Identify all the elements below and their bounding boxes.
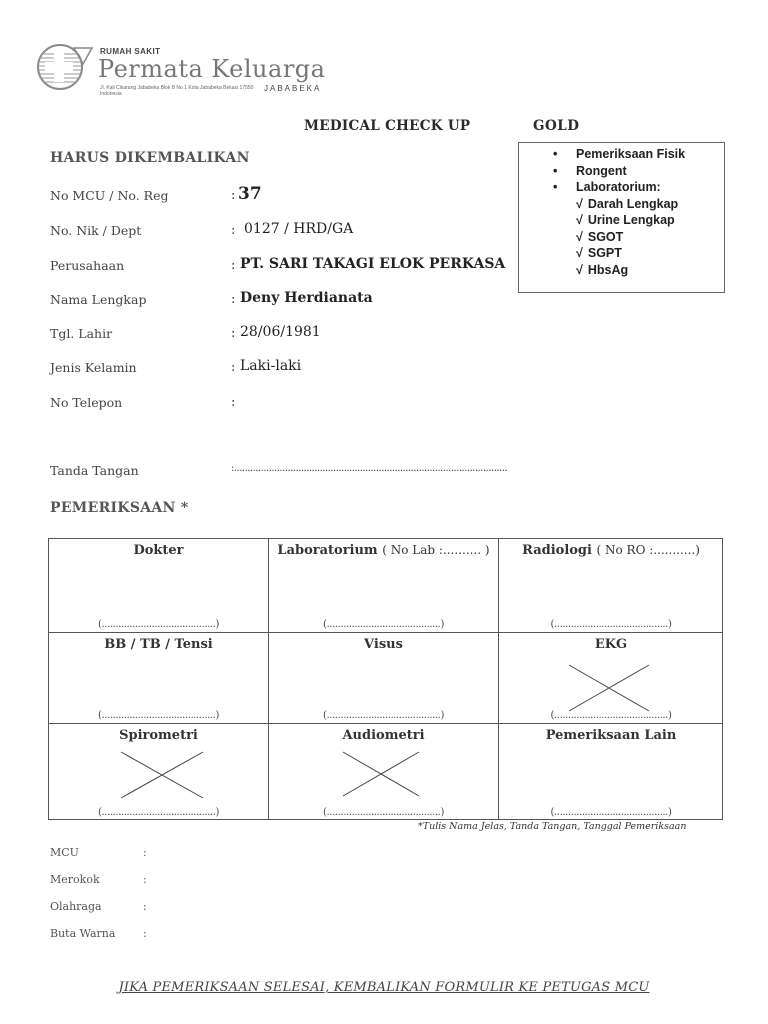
- signature-dots: (.........................................): [98, 710, 219, 721]
- exam-cell-title: EKG: [594, 637, 628, 652]
- signature-dots: (.........................................): [323, 710, 444, 721]
- form-title: MEDICAL CHECK UP: [304, 118, 471, 134]
- exam-cell-visus: [269, 633, 498, 723]
- field-colon: :: [231, 326, 236, 341]
- hospital-name: Permata Keluarga: [98, 55, 326, 83]
- field-colon: :: [143, 927, 147, 940]
- hospital-logo-icon: [36, 42, 94, 92]
- exam-cell-laboratory: [269, 539, 498, 632]
- signature-dots: (.........................................): [323, 619, 444, 630]
- signature-dots: (.........................................): [98, 619, 219, 630]
- check-icon: √: [576, 246, 583, 260]
- field-colon: :: [231, 223, 236, 238]
- mcu-number-value: 37: [238, 184, 262, 204]
- exam-cell-other: [499, 724, 723, 820]
- cross-out-mark-icon: [567, 663, 651, 713]
- lab-item: √ HbsAg: [576, 262, 629, 277]
- field-colon: :: [231, 188, 236, 203]
- field-colon: :: [231, 360, 236, 375]
- exercise-label: Olahraga: [50, 900, 102, 913]
- package-contents-box: [518, 142, 725, 293]
- field-colon: :: [231, 258, 236, 273]
- exam-cell-title: BB / TB / Tensi: [104, 637, 213, 652]
- lab-item: √ Darah Lengkap: [576, 196, 679, 211]
- field-colon: :: [231, 395, 236, 410]
- nik-dept-label: No. Nik / Dept: [50, 223, 142, 238]
- gender-value: Laki-laki: [240, 358, 302, 374]
- exam-cell-spirometry: [49, 724, 268, 820]
- exam-cell-title: Pemeriksaan Lain: [545, 728, 677, 743]
- cross-out-mark-icon: [119, 750, 205, 800]
- bullet-icon: •: [553, 180, 558, 194]
- mcu-result-label: MCU: [50, 846, 79, 859]
- field-colon: :: [143, 873, 147, 886]
- color-blind-label: Buta Warna: [50, 927, 116, 940]
- exam-cell-bb-tb-tensi: [49, 633, 268, 723]
- field-colon: :: [231, 292, 236, 307]
- bullet-icon: •: [553, 163, 558, 178]
- signature-dots: (.........................................): [550, 619, 672, 630]
- signature-line: :......................................................................................................: [231, 463, 508, 474]
- mcu-number-label: No MCU / No. Reg: [50, 188, 169, 203]
- package-list: [519, 146, 685, 278]
- hospital-branch: JABABEKA: [264, 84, 322, 93]
- package-item: • Laboratorium:: [553, 180, 661, 194]
- birth-date-value: 28/06/1981: [240, 324, 321, 340]
- cross-out-mark-icon: [341, 750, 421, 798]
- phone-label: No Telepon: [50, 395, 123, 410]
- exam-cell-audiometry: [269, 724, 498, 820]
- exam-cell-title: Spirometri: [119, 728, 198, 743]
- package-item: • Pemeriksaan Fisik: [553, 147, 686, 161]
- birth-date-label: Tgl. Lahir: [50, 326, 113, 341]
- signature-dots: (.........................................): [550, 807, 672, 818]
- footnote: *Tulis Nama Jelas, Tanda Tangan, Tanggal Pemeriksaan: [418, 821, 687, 832]
- lab-item: √ SGPT: [576, 246, 622, 260]
- bullet-icon: •: [553, 147, 558, 161]
- gender-label: Jenis Kelamin: [50, 360, 137, 375]
- return-instruction: JIKA PEMERIKSAAN SELESAI, KEMBALIKAN FORMULIR KE PETUGAS MCU: [118, 980, 650, 995]
- package-title: GOLD: [533, 118, 580, 134]
- exam-cell-title: Visus: [364, 637, 403, 652]
- field-colon: :: [143, 846, 147, 859]
- check-icon: √: [576, 229, 583, 244]
- nik-dept-value: 0127 / HRD/GA: [244, 221, 354, 237]
- hospital-type-label: RUMAH SAKIT: [100, 47, 161, 56]
- exam-cell-radiology: [499, 539, 723, 632]
- lab-item: √ SGOT: [576, 229, 624, 244]
- full-name-value: Deny Herdianata: [240, 290, 373, 306]
- signature-label: Tanda Tangan: [50, 463, 139, 478]
- check-icon: √: [576, 213, 583, 227]
- smoking-label: Merokok: [50, 873, 100, 886]
- return-notice: HARUS DIKEMBALIKAN: [50, 150, 250, 166]
- company-value: PT. SARI TAKAGI ELOK PERKASA: [240, 256, 506, 272]
- check-icon: √: [576, 262, 583, 277]
- exam-cell-doctor: [49, 539, 268, 632]
- exam-cell-title: Radiologi ( No RO :...........): [522, 543, 700, 558]
- exam-cell-title: Dokter: [133, 543, 184, 558]
- check-icon: √: [576, 196, 583, 211]
- lab-item: √ Urine Lengkap: [576, 213, 675, 227]
- package-item: • Rongent: [553, 163, 627, 178]
- company-label: Perusahaan: [50, 258, 125, 273]
- signature-dots: (.........................................): [323, 807, 444, 818]
- examination-section-title: PEMERIKSAAN *: [50, 500, 189, 516]
- examination-grid: [48, 538, 723, 820]
- field-colon: :: [143, 900, 147, 913]
- signature-dots: (.........................................): [98, 807, 219, 818]
- signature-dots: (.........................................): [550, 710, 672, 721]
- exam-cell-title: Audiometri: [342, 728, 425, 743]
- exam-cell-title: Laboratorium ( No Lab :.......... ): [277, 543, 490, 558]
- exam-cell-ekg: [499, 633, 723, 723]
- hospital-address: Jl. Kali Cikarang Jababeka Blok B No 1 Kota Jababeka Bekasi 17550 Indonesia: [100, 85, 254, 97]
- full-name-label: Nama Lengkap: [50, 292, 147, 307]
